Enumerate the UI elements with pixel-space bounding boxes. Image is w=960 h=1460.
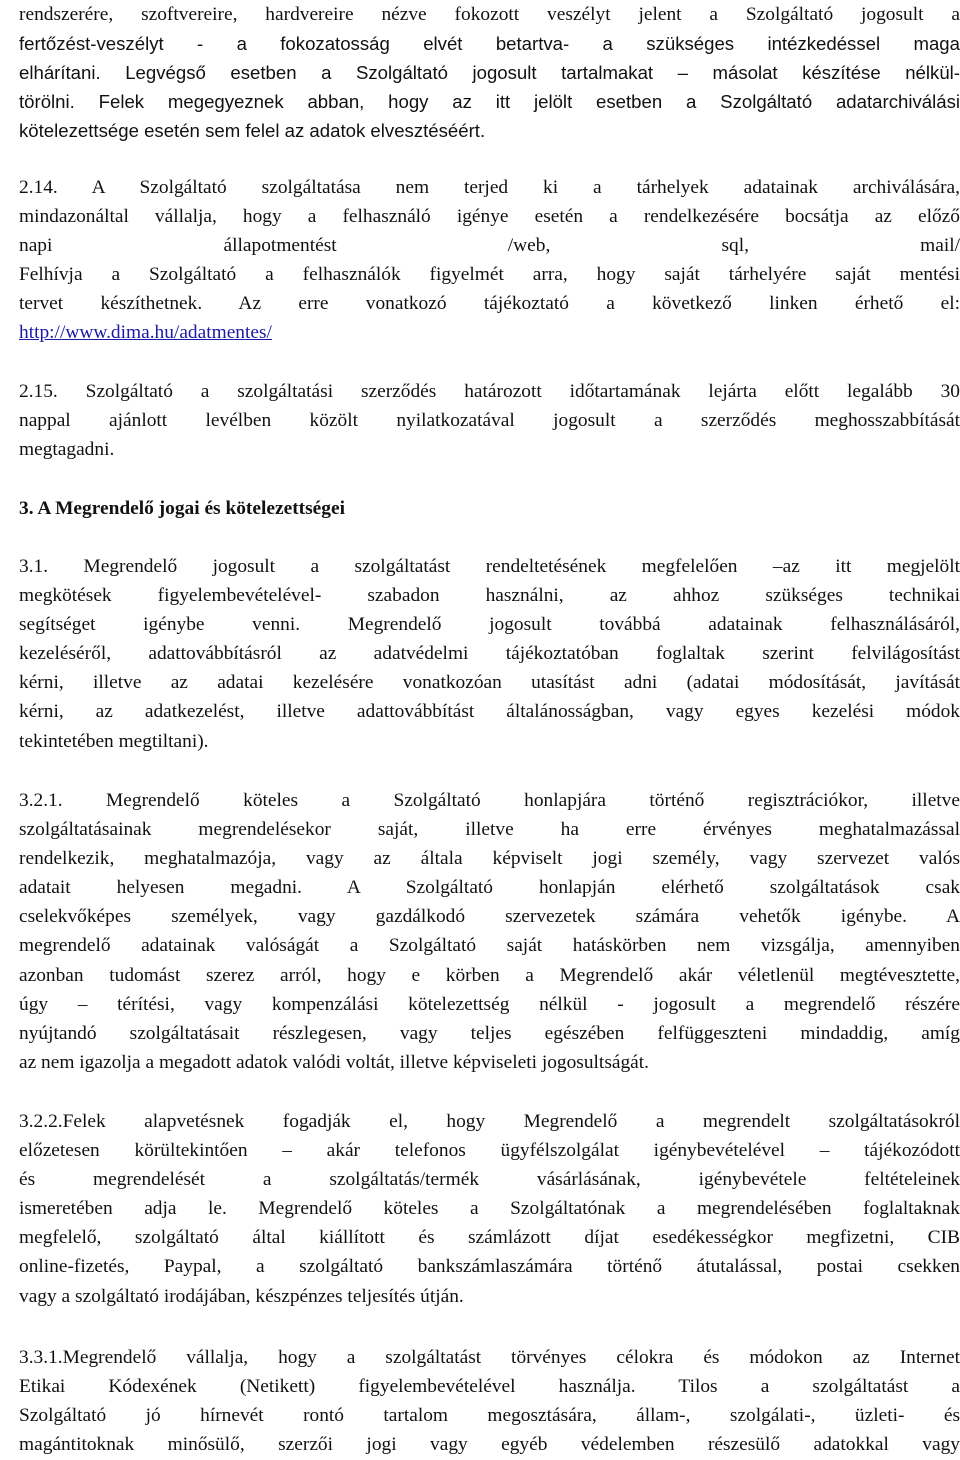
text-line: 3.2.1. Megrendelő köteles a Szolgáltató honlapjára történő regisztrációkor, illetve	[19, 790, 960, 811]
text-line: megkötések figyelembevételével- szabadon használni, az ahhoz szükséges technikai	[19, 585, 960, 607]
text-line: Felhívja a Szolgáltató a felhasználók figyelmét arra, hogy saját tárhelyére saját mentési	[19, 264, 960, 286]
text-line: magántitoknak minősülő, szerzői jogi vagy egyéb védelemben részesülő adatokkal vagy	[19, 1434, 960, 1456]
text-line: 3.1. Megrendelő jogosult a szolgáltatást rendeltetésének megfelelően –az itt megjelölt	[19, 556, 960, 577]
text-line: előzetesen körültekintően – akár telefonos ügyfélszolgálat igénybevételével – tájékozódott	[19, 1140, 960, 1162]
text-line: kötelezettsége esetén sem felel az adatok elvesztéséért.	[19, 120, 486, 142]
text-line: megfelelő, szolgáltató által kiállított és számlázott díjat esedékességkor megfizetni, CIB	[19, 1227, 960, 1249]
text-line: online-fizetés, Paypal, a szolgáltató bankszámlaszámára történő átutalással, postai csekken	[19, 1256, 960, 1278]
text-line: megtagadni.	[19, 439, 115, 461]
text-line: cselekvőképes személyek, vagy gazdálkodó szervezetek számára vehetők igénybe. A	[19, 906, 960, 928]
text-line: 2.15. Szolgáltató a szolgáltatási szerződés határozott időtartamának lejárta előtt legalább 30	[19, 381, 960, 402]
text-line: 3.2.2.Felek alapvetésnek fogadják el, hogy Megrendelő a megrendelt szolgáltatásokról	[19, 1111, 960, 1132]
text-line: és megrendelését a szolgáltatás/termék vásárlásának, igénybevétele feltételeinek	[19, 1169, 960, 1191]
section-3-2-2	[19, 1107, 960, 1311]
section-2-15	[19, 377, 960, 464]
text-line: Szolgáltató jó hírnevét rontó tartalom megosztására, állam-, szolgálati-, üzleti- és	[19, 1405, 960, 1427]
text-line: tekintetében megtiltani).	[19, 730, 209, 752]
section-3-1	[19, 552, 960, 756]
text-line	[19, 318, 960, 347]
backup-info-link[interactable]: http://www.dima.hu/adatmentes/	[19, 322, 272, 344]
section-heading: 3. A Megrendelő jogai és kötelezettségei	[19, 498, 345, 519]
text-line: törölni. Felek megegyeznek abban, hogy az itt jelölt esetben a Szolgáltató adatarchiválási	[19, 91, 960, 113]
text-line: adatait helyesen megadni. A Szolgáltató honlapján elérhető szolgáltatások csak	[19, 877, 960, 899]
text-line: 3.3.1.Megrendelő vállalja, hogy a szolgáltatást törvényes célokra és módokon az Internet	[19, 1347, 960, 1368]
text-line: ismeretében adja le. Megrendelő köteles a Szolgáltatónak a megrendelésében foglaltaknak	[19, 1198, 960, 1220]
text-line: rendszerére, szoftvereire, hardvereire nézve fokozott veszélyt jelent a Szolgáltató jogosult a	[19, 4, 960, 25]
text-line: kérni, illetve az adatai kezelésére vonatkozóan utasítást adni (adatai módosítását, javítását	[19, 672, 960, 694]
text-line: napi állapotmentést /web, sql, mail/	[19, 235, 960, 257]
text-line: Etikai Kódexének (Netikett) figyelembevételével használja. Tilos a szolgáltatást a	[19, 1376, 960, 1398]
text-line: elhárítani. Legvégső esetben a Szolgáltató jogosult tartalmakat – másolat készítése nélkül-	[19, 62, 960, 84]
text-line: úgy – térítési, vagy kompenzálási kötelezettség nélkül - jogosult a megrendelő részére	[19, 993, 960, 1015]
text-line: fertőzést-veszélyt - a fokozatosság elvét betartva- a szükséges intézkedéssel maga	[19, 33, 960, 55]
text-line: mindazonáltal vállalja, hogy a felhasználó igénye esetén a rendelkezésére bocsátja az előző	[19, 206, 960, 228]
text-line: nyújtandó szolgáltatásait részlegesen, vagy teljes egészében felfüggeszteni mindaddig, amíg	[19, 1022, 960, 1044]
section-2-14	[19, 173, 960, 348]
text-line: nappal ajánlott levélben közölt nyilatkozatával jogosult a szerződés meghosszabbítását	[19, 410, 960, 432]
text-line: megrendelő adatainak valóságát a Szolgáltató saját hatáskörben nem vizsgálja, amennyiben	[19, 935, 960, 957]
text-line: segítséget igénybe venni. Megrendelő jogosult továbbá adatainak felhasználásáról,	[19, 614, 960, 636]
text-line: az nem igazolja a megadott adatok valódi voltát, illetve képviseleti jogosultságát.	[19, 1051, 650, 1073]
text-line: rendelkezik, meghatalmazója, vagy az általa képviselt jogi személy, vagy szervezet valós	[19, 848, 960, 870]
text-line: tervet készíthetnek. Az erre vonatkozó tájékoztató a következő linken érhető el:	[19, 293, 960, 315]
text-line: 2.14. A Szolgáltató szolgáltatása nem terjed ki a tárhelyek adatainak archiválására,	[19, 177, 960, 198]
intro-paragraph	[19, 0, 960, 145]
text-line: kezeléséről, adattovábbításról az adatvédelmi tájékoztatóban foglaltak szerint felvilágosítást	[19, 643, 960, 665]
section-3-2-1	[19, 786, 960, 1077]
section-3-heading-block	[19, 494, 960, 523]
text-line: vagy a szolgáltató irodájában, készpénzes teljesítés útján.	[19, 1285, 464, 1307]
text-line: szolgáltatásainak megrendelésekor saját, illetve ha erre érvényes meghatalmazással	[19, 819, 960, 841]
section-3-3-1	[19, 1343, 960, 1459]
text-line: azonban tudomást szerez arról, hogy e körben a Megrendelő akár véletlenül megtévesztette,	[19, 964, 960, 986]
text-line: kérni, az adatkezelést, illetve adattovábbítást általánosságban, vagy egyes kezelési módok	[19, 701, 960, 723]
